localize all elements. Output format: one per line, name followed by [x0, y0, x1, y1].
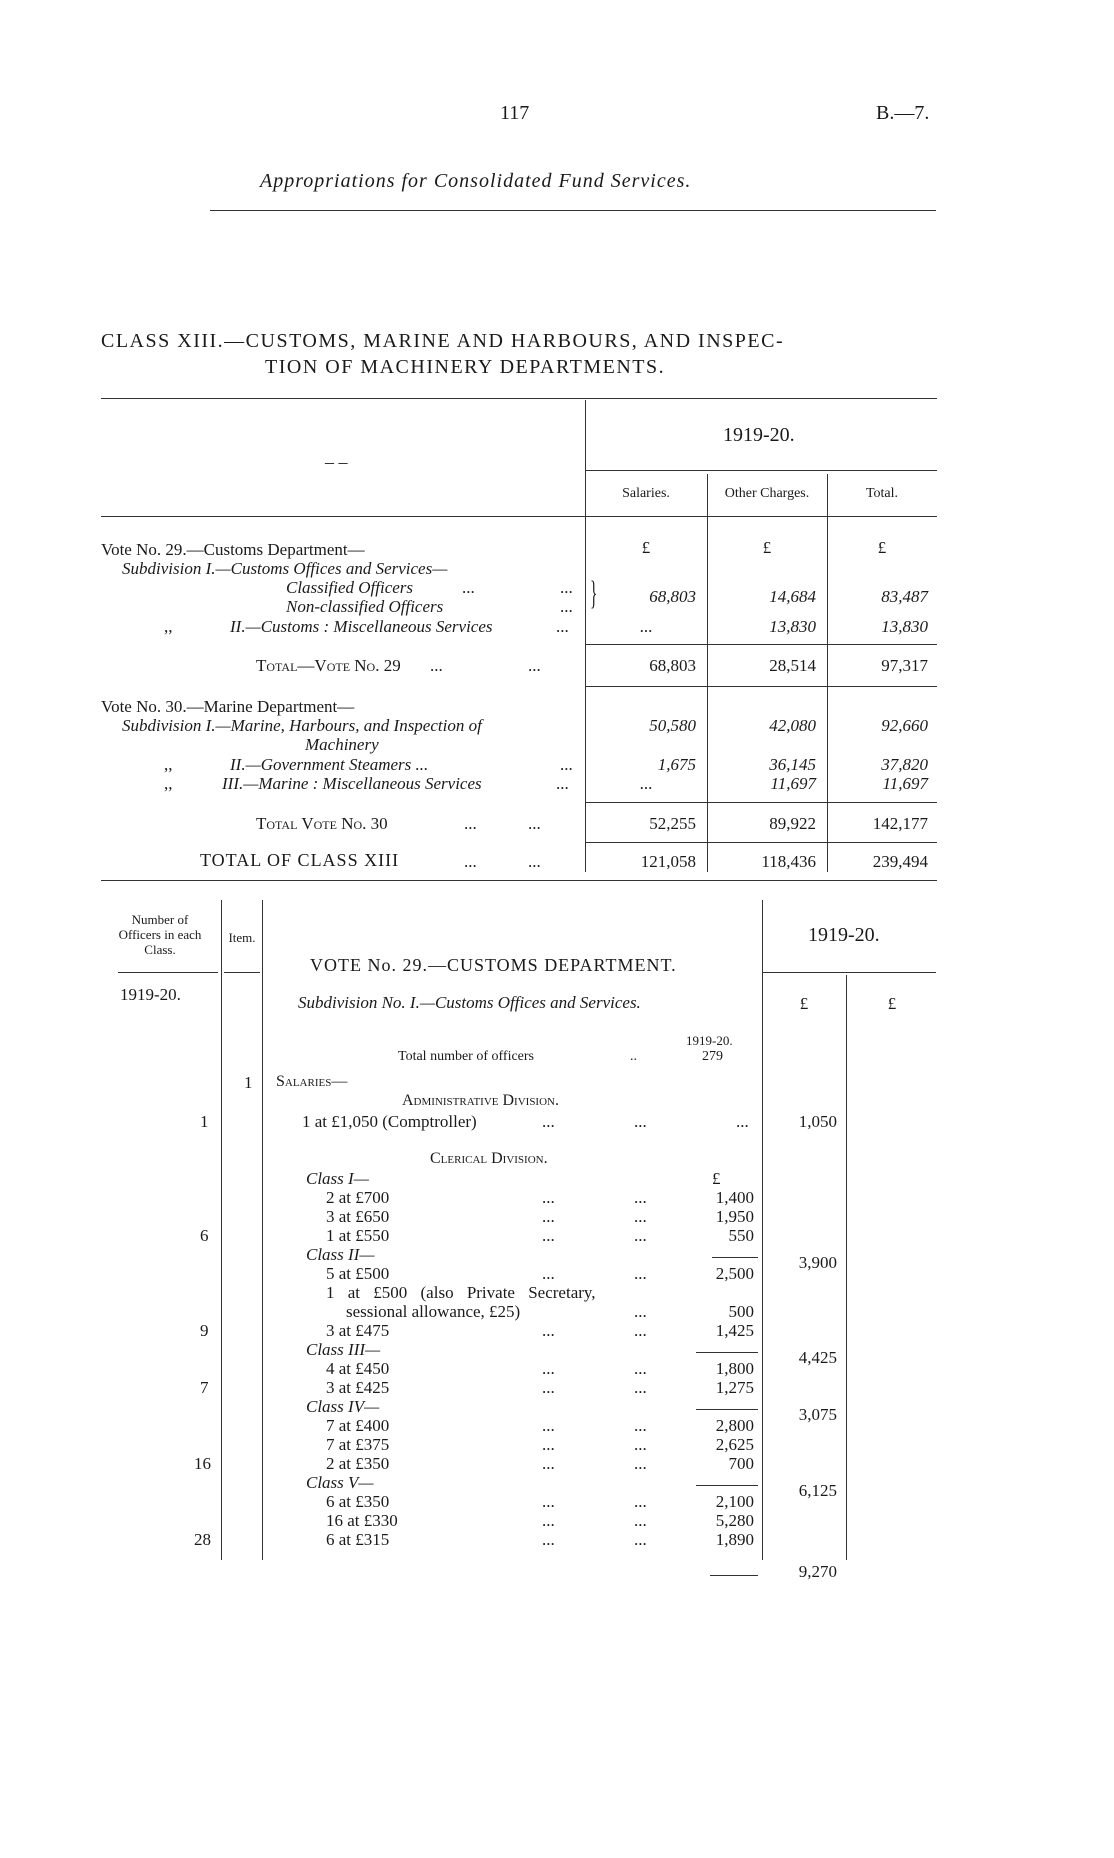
leader-dots: ...: [542, 1321, 555, 1340]
vote-29-bottom-rule: [585, 686, 937, 687]
vote-29-sub1-other-charges: 14,684: [769, 587, 816, 606]
vote-30-sub1-total: 92,660: [881, 716, 928, 735]
salary-line-label: 3 at £650: [326, 1207, 390, 1226]
summary-bottom-rule: [101, 880, 937, 881]
administrative-division-heading: Administrative Division.: [402, 1092, 559, 1109]
salary-line-value: 1,950: [715, 1207, 754, 1226]
vote-30-subdivision-1-cont: Machinery: [305, 735, 379, 754]
header-rule: [210, 210, 936, 211]
vote-30-sub2-other-charges: 36,145: [769, 755, 816, 774]
salary-line-label: 3 at £425: [326, 1378, 390, 1397]
class-1-heading: Class I—: [306, 1169, 369, 1188]
vote-30-sub2-salaries: 1,675: [657, 755, 696, 774]
subtotal-rule: [696, 1409, 758, 1410]
salary-line-label: 1 at £550: [326, 1226, 390, 1245]
item-number: 1: [244, 1073, 253, 1092]
salary-line-value: 2,625: [715, 1435, 754, 1454]
salary-line-label: 6 at £350: [326, 1492, 390, 1511]
leader-dots: ...: [634, 1378, 647, 1397]
class-total: 239,494: [872, 852, 928, 871]
leader-dots: ...: [464, 852, 477, 871]
leader-dots: ...: [560, 755, 573, 774]
salary-line-value: 550: [728, 1226, 754, 1245]
leader-dots: ...: [634, 1454, 647, 1473]
vote-29-subdivision-2: II.—Customs : Miscellaneous Services: [230, 617, 493, 636]
leader-dots: ...: [634, 1416, 647, 1435]
vote-30-subdivision-2: II.—Government Steamers ...: [230, 755, 429, 774]
salary-line-label: 6 at £315: [326, 1530, 390, 1549]
subtotal-rule: [585, 802, 937, 803]
officers-heading-rule: [118, 972, 218, 973]
vote-30-total-salaries: 52,255: [649, 814, 696, 833]
class-3-officer-count: 7: [200, 1378, 209, 1397]
leader-dots: ...: [634, 1435, 647, 1454]
class-2-officer-count: 9: [200, 1321, 209, 1340]
leader-dots: ...: [634, 1188, 647, 1207]
class-4-heading: Class IV—: [306, 1397, 380, 1416]
salary-line-value: 1,275: [715, 1378, 754, 1397]
class-5-total: 9,270: [798, 1562, 837, 1581]
salary-line-value: 2,800: [715, 1416, 754, 1435]
salary-line-value: 1,400: [715, 1188, 754, 1207]
vote-29-total-other-charges: 28,514: [769, 656, 816, 675]
salary-line-value: 1,890: [715, 1530, 754, 1549]
officers-column-heading: [101, 912, 219, 957]
non-classified-officers-label: Non-classified Officers: [286, 597, 444, 616]
col-other-charges-heading: Other Charges.: [724, 486, 810, 501]
summary-top-rule: [101, 398, 937, 399]
class-title-line-1: CLASS XIII.—CUSTOMS, MARINE AND HARBOURS, AND INSPEC-: [101, 330, 785, 352]
leader-dots: ...: [542, 1226, 555, 1245]
class-total-label: TOTAL OF CLASS XIII: [200, 850, 400, 870]
vote-30-subdivision-1: Subdivision I.—Marine, Harbours, and Inspection of: [122, 716, 482, 735]
comptroller-line: 1 at £1,050 (Comptroller): [302, 1112, 477, 1131]
class-3-heading: Class III—: [306, 1340, 381, 1359]
leader-dots: ...: [560, 597, 573, 616]
private-secretary-line: 1 at £500 (also Private Secretary,: [326, 1283, 596, 1302]
vote-30-sub1-salaries: 50,580: [649, 716, 696, 735]
vote-29-total-salaries: 68,803: [649, 656, 696, 675]
leader-dots: ...: [634, 1492, 647, 1511]
pound-symbol: £: [799, 994, 809, 1013]
leader-dots: ...: [542, 1359, 555, 1378]
class-1-total: 3,900: [798, 1253, 837, 1272]
leader-dots: ...: [542, 1435, 555, 1454]
leader-dots: ...: [634, 1302, 647, 1321]
subtotal-rule: [710, 1575, 758, 1576]
page-number: 117: [500, 102, 530, 124]
vote-30-total-label: Total Vote No. 30: [256, 814, 388, 833]
admin-officer-count: 1: [200, 1112, 209, 1131]
item-column-heading: Item.: [228, 930, 256, 945]
sessional-allowance-line: sessional allowance, £25): [346, 1302, 521, 1321]
summary-header-rule: [101, 516, 937, 517]
document-reference: B.—7.: [876, 102, 930, 124]
vote-30-heading: Vote No. 30.—Marine Department—: [101, 697, 355, 716]
vote-29-sub2-salaries: ...: [639, 617, 653, 636]
salary-line-value: 500: [728, 1302, 754, 1321]
ditto-marks: ,,: [164, 774, 173, 793]
vote-29-sub1-total: 83,487: [881, 587, 928, 606]
pound-symbol: £: [641, 538, 651, 557]
leader-dots: ...: [634, 1530, 647, 1549]
vote-30-sub2-total: 37,820: [881, 755, 928, 774]
vote-29-heading: Vote No. 29.—Customs Department—: [101, 540, 365, 559]
salary-line-value: 1,800: [715, 1359, 754, 1378]
leader-dots: ...: [430, 656, 443, 675]
class-4-total: 6,125: [798, 1481, 837, 1500]
subtotal-rule: [712, 1257, 758, 1258]
salary-line-label: 7 at £400: [326, 1416, 390, 1435]
detail-col-divider-4: [846, 975, 847, 1560]
salary-line-value: 2,100: [715, 1492, 754, 1511]
salaries-heading: Salaries—: [276, 1073, 348, 1090]
vote-29-subdivision-1: Subdivision I.—Customs Offices and Services—: [122, 559, 448, 578]
class-1-officer-count: 6: [200, 1226, 209, 1245]
subtotal-rule: [585, 644, 937, 645]
salary-line-value: 5,280: [715, 1511, 754, 1530]
class-title-line-2: TION OF MACHINERY DEPARTMENTS.: [265, 356, 666, 378]
leader-dots: ...: [542, 1454, 555, 1473]
col-total-heading: Total.: [865, 486, 899, 501]
leader-dots: ...: [542, 1492, 555, 1511]
detail-year-rule: [762, 972, 936, 973]
subdivision-title: Subdivision No. I.—Customs Offices and Services.: [298, 993, 641, 1012]
officers-heading-line-3: Class.: [144, 942, 176, 957]
vote-29-sub2-total: 13,830: [881, 617, 928, 636]
leader-dots: ...: [542, 1530, 555, 1549]
total-officers-label: Total number of officers: [398, 1049, 534, 1064]
class-2-total: 4,425: [798, 1348, 837, 1367]
salary-line-label: 2 at £350: [326, 1454, 390, 1473]
leader-dots: ...: [462, 578, 475, 597]
detail-col-divider-2: [262, 900, 263, 1560]
item-heading-rule: [224, 972, 260, 973]
vote-30-sub3-total: 11,697: [882, 774, 928, 793]
classified-officers-label: Classified Officers: [286, 578, 414, 597]
vote-29-sub2-other-charges: 13,830: [769, 617, 816, 636]
leader-dots: ...: [464, 814, 477, 833]
leader-dots: ...: [542, 1207, 555, 1226]
leader-dots: ...: [634, 1264, 647, 1283]
salary-line-label: 16 at £330: [326, 1511, 398, 1530]
ditto-marks: ,,: [164, 617, 173, 636]
vote-29-detail-title: VOTE No. 29.—CUSTOMS DEPARTMENT.: [310, 955, 677, 975]
officers-heading-line-1: Number of: [131, 912, 189, 927]
pound-symbol: £: [887, 994, 897, 1013]
total-officers-value: 279: [702, 1049, 723, 1064]
class-5-officer-count: 28: [194, 1530, 211, 1549]
class-3-total: 3,075: [798, 1405, 837, 1424]
leader-dots: ...: [634, 1511, 647, 1530]
class-4-officer-count: 16: [194, 1454, 211, 1473]
pound-symbol: £: [877, 538, 887, 557]
leader-dots: ...: [542, 1378, 555, 1397]
detail-year-heading: 1919-20.: [808, 924, 880, 946]
leader-dots: ...: [528, 814, 541, 833]
comptroller-amount: 1,050: [798, 1112, 837, 1131]
vote-29-total-label: Total—Vote No. 29: [256, 656, 401, 675]
leader-dots: ...: [560, 578, 573, 597]
col-salaries-heading: Salaries.: [622, 486, 670, 501]
subtotal-rule: [696, 1485, 758, 1486]
leader-dots: ...: [542, 1416, 555, 1435]
class-total-salaries: 121,058: [640, 852, 696, 871]
total-officers-year: 1919-20.: [686, 1033, 733, 1048]
salary-line-value: 700: [728, 1454, 754, 1473]
detail-col-divider-1: [221, 900, 222, 1560]
leader-dots: ...: [542, 1188, 555, 1207]
pound-symbol: £: [762, 538, 772, 557]
salary-line-label: 3 at £475: [326, 1321, 390, 1340]
salary-line-label: 5 at £500: [326, 1264, 390, 1283]
vote-30-bottom-rule: [585, 842, 937, 843]
salary-line-value: 2,500: [715, 1264, 754, 1283]
leader-dots: ...: [736, 1112, 749, 1131]
subtotal-rule: [696, 1352, 758, 1353]
vote-30-subdivision-3: III.—Marine : Miscellaneous Services: [222, 774, 482, 793]
officers-heading-line-2: Officers in each: [118, 927, 202, 942]
leader-dots: ...: [634, 1226, 647, 1245]
salary-line-label: 4 at £450: [326, 1359, 390, 1378]
salary-line-label: 2 at £700: [326, 1188, 390, 1207]
leader-dots: ...: [634, 1359, 647, 1378]
summary-year-rule: [585, 470, 937, 471]
leader-dots: ..: [630, 1049, 637, 1064]
class-2-heading: Class II—: [306, 1245, 375, 1264]
vote-30-sub3-salaries: ...: [639, 774, 653, 793]
vote-30-total-other-charges: 89,922: [769, 814, 816, 833]
vote-29-sub1-salaries: 68,803: [649, 587, 696, 606]
salary-line-value: 1,425: [715, 1321, 754, 1340]
leader-dots: ...: [528, 656, 541, 675]
leader-dots: ...: [634, 1112, 647, 1131]
vote-30-total: 142,177: [872, 814, 928, 833]
officers-year: 1919-20.: [120, 985, 181, 1004]
ditto-marks: ,,: [164, 755, 173, 774]
salary-line-label: 7 at £375: [326, 1435, 390, 1454]
leader-dots: ...: [542, 1511, 555, 1530]
pound-symbol: £: [712, 1169, 721, 1188]
summary-stub-dash: – –: [325, 452, 348, 472]
summary-year-heading: 1919-20.: [723, 424, 795, 446]
leader-dots: ...: [556, 774, 569, 793]
brace: }: [590, 575, 598, 612]
page-subtitle: Appropriations for Consolidated Fund Services.: [260, 170, 692, 192]
leader-dots: ...: [542, 1112, 555, 1131]
clerical-division-heading: Clerical Division.: [430, 1150, 548, 1167]
leader-dots: ...: [528, 852, 541, 871]
class-5-heading: Class V—: [306, 1473, 374, 1492]
class-total-other-charges: 118,436: [761, 852, 816, 871]
leader-dots: ...: [556, 617, 569, 636]
vote-30-sub1-other-charges: 42,080: [769, 716, 816, 735]
leader-dots: ...: [634, 1321, 647, 1340]
vote-29-total: 97,317: [881, 656, 928, 675]
leader-dots: ...: [542, 1264, 555, 1283]
leader-dots: ...: [634, 1207, 647, 1226]
vote-30-sub3-other-charges: 11,697: [770, 774, 816, 793]
